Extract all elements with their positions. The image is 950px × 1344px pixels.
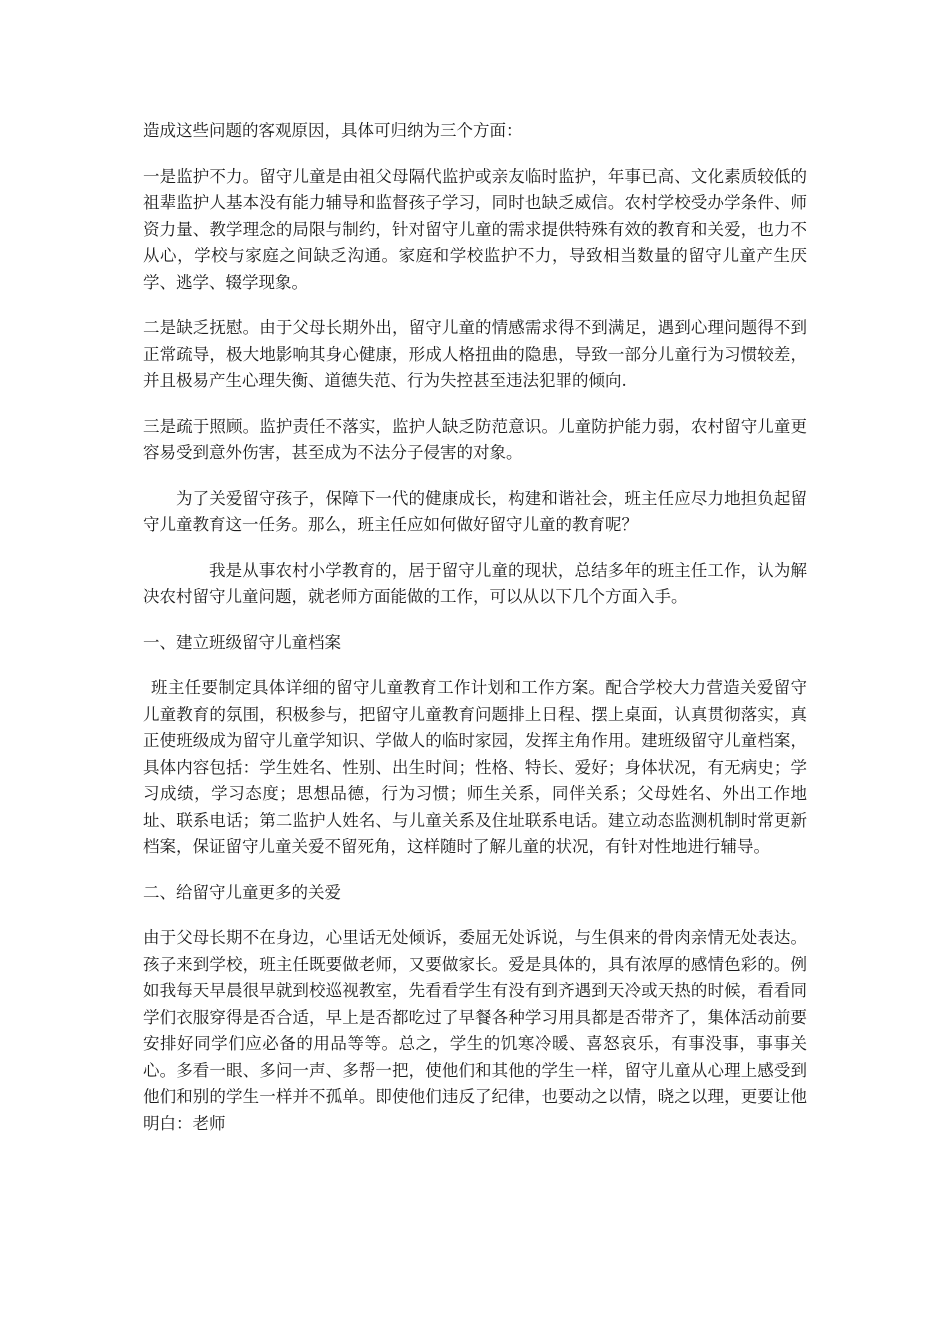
reason-two-paragraph: 二是缺乏抚慰。由于父母长期外出，留守儿童的情感需求得不到满足，遇到心理问题得不到正常疏导，极大地影响其身心健康，形成人格扭曲的隐患，导致一部分儿童行为习惯较差，并且极易产生心理失衡、道德失范、行为失控甚至违法犯罪的倾向. [143,318,807,390]
section-heading-one: 一、建立班级留守儿童档案 [143,632,341,652]
reason-three-paragraph: 三是疏于照顾。监护责任不落实，监护人缺乏防范意识。儿童防护能力弱，农村留守儿童更容易受到意外伤害，甚至成为不法分子侵害的对象。 [143,416,807,462]
section-heading-two: 二、给留守儿童更多的关爱 [143,882,341,902]
section-one-body: 班主任要制定具体详细的留守儿童教育工作计划和工作方案。配合学校大力营造关爱留守儿童教育的氛围，积极参与，把留守儿童教育问题排上日程、摆上桌面，认真贯彻落实，真正使班级成为留守儿童学知识、学做人的临时家园，发挥主角作用。建班级留守儿童档案，具体内容包括：学生姓名、性别、出生时间；性格、特长、爱好；身体状况，有无病史；学习成绩，学习态度；思想品德，行为习惯；师生关系，同伴关系；父母姓名、外出工作地址、联系电话；第二监护人姓名、与儿童关系及住址联系电话。建立动态监测机制时常更新档案，保证留守儿童关爱不留死角，这样随时了解儿童的状况，有针对性地进行辅导。 [143,678,807,856]
document-body [143,118,807,1156]
reason-one-paragraph: 一是监护不力。留守儿童是由祖父母隔代监护或亲友临时监护，年事已高、文化素质较低的祖辈监护人基本没有能力辅导和监督孩子学习，同时也缺乏威信。农村学校受办学条件、师资力量、教学理念的局限与制约，针对留守儿童的需求提供特殊有效的教育和关爱，也力不从心，学校与家庭之间缺乏沟通。家庭和学校监护不力，导致相当数量的留守儿童产生厌学、逃学、辍学现象。 [143,166,807,292]
author-context-paragraph: 我是从事农村小学教育的，居于留守儿童的现状，总结多年的班主任工作，认为解决农村留守儿童问题，就老师方面能做的工作，可以从以下几个方面入手。 [143,560,807,606]
section-two-body: 由于父母长期不在身边，心里话无处倾诉，委屈无处诉说，与生俱来的骨肉亲情无处表达。孩子来到学校，班主任既要做老师，又要做家长。爱是具体的，具有浓厚的感情色彩的。例如我每天早晨很早就到校巡视教室，先看看学生有没有到齐遇到天冷或天热的时候，看看同学们衣服穿得是否合适，早上是否都吃过了早餐各种学习用具都是否带齐了，集体活动前要安排好同学们应必备的用品等等。总之，学生的饥寒冷暖、喜怒哀乐，有事没事，事事关心。多看一眼、多问一声、多帮一把，使他们和其他的学生一样，留守儿童从心理上感受到他们和别的学生一样并不孤单。即使他们违反了纪律，也要动之以情，晓之以理，更要让他明白：老师 [143,928,807,1133]
intro-paragraph: 造成这些问题的客观原因，具体可归纳为三个方面： [143,121,523,140]
purpose-paragraph: 为了关爱留守孩子，保障下一代的健康成长，构建和谐社会，班主任应尽力地担负起留守儿童教育这一任务。那么，班主任应如何做好留守儿童的教育呢？ [143,488,807,534]
